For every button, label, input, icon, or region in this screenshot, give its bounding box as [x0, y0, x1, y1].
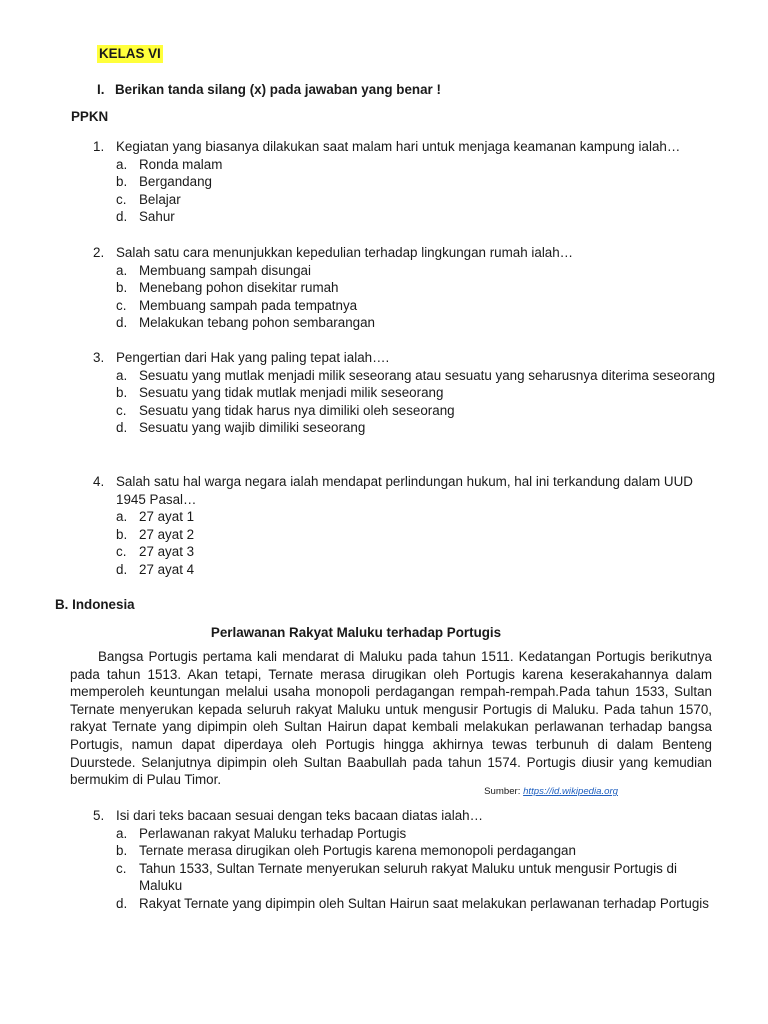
option-letter: b.: [116, 280, 128, 296]
option-letter: d.: [116, 209, 128, 225]
question-4: [93, 473, 723, 579]
question-text: Isi dari teks bacaan sesuai dengan teks bacaan diatas ialah…: [116, 808, 483, 823]
option-letter: a.: [116, 262, 128, 278]
option-letter: d.: [116, 561, 128, 577]
question-number: 1.: [93, 139, 105, 154]
option-letter: c.: [116, 402, 127, 418]
option-letter: a.: [116, 156, 128, 172]
option-text: Belajar: [139, 191, 181, 207]
question-5: [93, 807, 723, 913]
option-text: Rakyat Ternate yang dipimpin oleh Sultan Hairun saat melakukan perlawanan terhadap Portugis: [139, 895, 709, 911]
option-d[interactable]: [116, 561, 723, 579]
option-letter: b.: [116, 526, 128, 542]
option-c[interactable]: [116, 191, 723, 209]
question-2: [93, 244, 723, 332]
option-c[interactable]: [116, 402, 723, 420]
question-text: Pengertian dari Hak yang paling tepat ialah….: [116, 350, 390, 365]
option-text: Sesuatu yang tidak mutlak menjadi milik seseorang: [139, 385, 444, 401]
instruction-number: I.: [97, 82, 105, 97]
option-text: 27 ayat 3: [139, 544, 195, 560]
option-c[interactable]: [116, 297, 723, 315]
option-d[interactable]: [116, 895, 723, 913]
option-letter: d.: [116, 895, 128, 911]
option-letter: c.: [116, 191, 127, 207]
question-number: 5.: [93, 808, 105, 823]
option-text: Melakukan tebang pohon sembarangan: [139, 315, 375, 331]
question-text: Kegiatan yang biasanya dilakukan saat malam hari untuk menjaga keamanan kampung ialah…: [116, 139, 681, 154]
option-d[interactable]: [116, 208, 723, 226]
option-b[interactable]: [116, 173, 723, 191]
option-text: Sesuatu yang tidak harus nya dimiliki oleh seseorang: [139, 402, 455, 418]
option-b[interactable]: [116, 384, 723, 402]
option-letter: a.: [116, 367, 128, 383]
option-b[interactable]: [116, 526, 723, 544]
option-text: 27 ayat 1: [139, 509, 195, 525]
option-letter: d.: [116, 315, 128, 331]
option-b[interactable]: [116, 279, 723, 297]
option-text: Sahur: [139, 209, 175, 225]
source-label: Sumber:: [484, 786, 521, 797]
option-letter: d.: [116, 420, 128, 436]
option-letter: c.: [116, 544, 127, 560]
option-c[interactable]: [116, 543, 723, 561]
section-indonesia-heading: B. Indonesia: [55, 597, 135, 612]
option-text: Ternate merasa dirugikan oleh Portugis karena memonopoli perdagangan: [139, 843, 576, 859]
option-letter: a.: [116, 825, 128, 841]
option-letter: a.: [116, 509, 128, 525]
option-text: Sesuatu yang mutlak menjadi milik seseorang atau sesuatu yang seharusnya diterima seseorang: [139, 367, 716, 383]
question-text: Salah satu cara menunjukkan kepedulian terhadap lingkungan rumah ialah…: [116, 245, 574, 260]
option-text: Ronda malam: [139, 156, 223, 172]
option-a[interactable]: [116, 825, 723, 843]
section-ppkn-heading: PPKN: [71, 109, 109, 124]
question-text: Salah satu hal warga negara ialah mendapat perlindungan hukum, hal ini terkandung dalam UUD 1945 Pasal…: [116, 474, 693, 507]
question-number: 4.: [93, 474, 105, 489]
question-number: 2.: [93, 245, 105, 260]
option-a[interactable]: [116, 262, 723, 280]
question-number: 3.: [93, 350, 105, 365]
option-letter: b.: [116, 174, 128, 190]
option-d[interactable]: [116, 314, 723, 332]
option-letter: b.: [116, 385, 128, 401]
option-c[interactable]: [116, 860, 723, 895]
question-1: [93, 138, 723, 226]
option-text: 27 ayat 4: [139, 561, 195, 577]
option-letter: c.: [116, 297, 127, 313]
instruction-text: Berikan tanda silang (x) pada jawaban yang benar !: [115, 82, 441, 97]
class-label: KELAS VI: [99, 46, 161, 61]
option-text: Perlawanan rakyat Maluku terhadap Portugis: [139, 825, 407, 841]
option-text: Membuang sampah disungai: [139, 262, 311, 278]
option-a[interactable]: [116, 156, 723, 174]
option-a[interactable]: [116, 367, 723, 385]
option-text: Tahun 1533, Sultan Ternate menyerukan seluruh rakyat Maluku untuk mengusir Portugis di Maluku: [139, 860, 677, 894]
option-text: Sesuatu yang wajib dimiliki seseorang: [139, 420, 366, 436]
source-citation: [484, 786, 618, 797]
question-3: [93, 349, 723, 437]
option-letter: b.: [116, 843, 128, 859]
reading-paragraph: Bangsa Portugis pertama kali mendarat di Maluku pada tahun 1511. Kedatangan Portugis berikutnya pada tahun 1513. Akan tetapi, Ternate merasa dirugikan oleh Portugis karena keserakahannya dalam memperoleh keuntungan melalui usaha monopoli perdagangan rempah-rempah.Pada tahun 1533, Sultan Ternate menyerukan kepada seluruh rakyat Maluku untuk mengusir Portugis di Maluku. Pada tahun 1570, rakyat Ternate yang dipimpin oleh Sultan Hairun dapat kembali melakukan perlawanan terhadap bangsa Portugis, namun dapat diperdaya oleh Portugis hingga akhirnya tewas terbunuh di dalam Benteng Duurstede. Selanjutnya dipimpin oleh Sultan Baabullah pada tahun 1574. Portugis diusir yang kemudian bermukim di Pulau Timor.: [70, 649, 712, 788]
option-text: Bergandang: [139, 174, 212, 190]
option-d[interactable]: [116, 419, 723, 437]
option-b[interactable]: [116, 842, 723, 860]
option-text: 27 ayat 2: [139, 526, 195, 542]
source-link[interactable]: https://id.wikipedia.org: [523, 786, 618, 797]
option-text: Membuang sampah pada tempatnya: [139, 297, 358, 313]
instruction: [97, 82, 441, 97]
option-a[interactable]: [116, 508, 723, 526]
option-letter: c.: [116, 860, 127, 876]
option-text: Menebang pohon disekitar rumah: [139, 280, 339, 296]
reading-title: Perlawanan Rakyat Maluku terhadap Portugis: [210, 625, 502, 640]
